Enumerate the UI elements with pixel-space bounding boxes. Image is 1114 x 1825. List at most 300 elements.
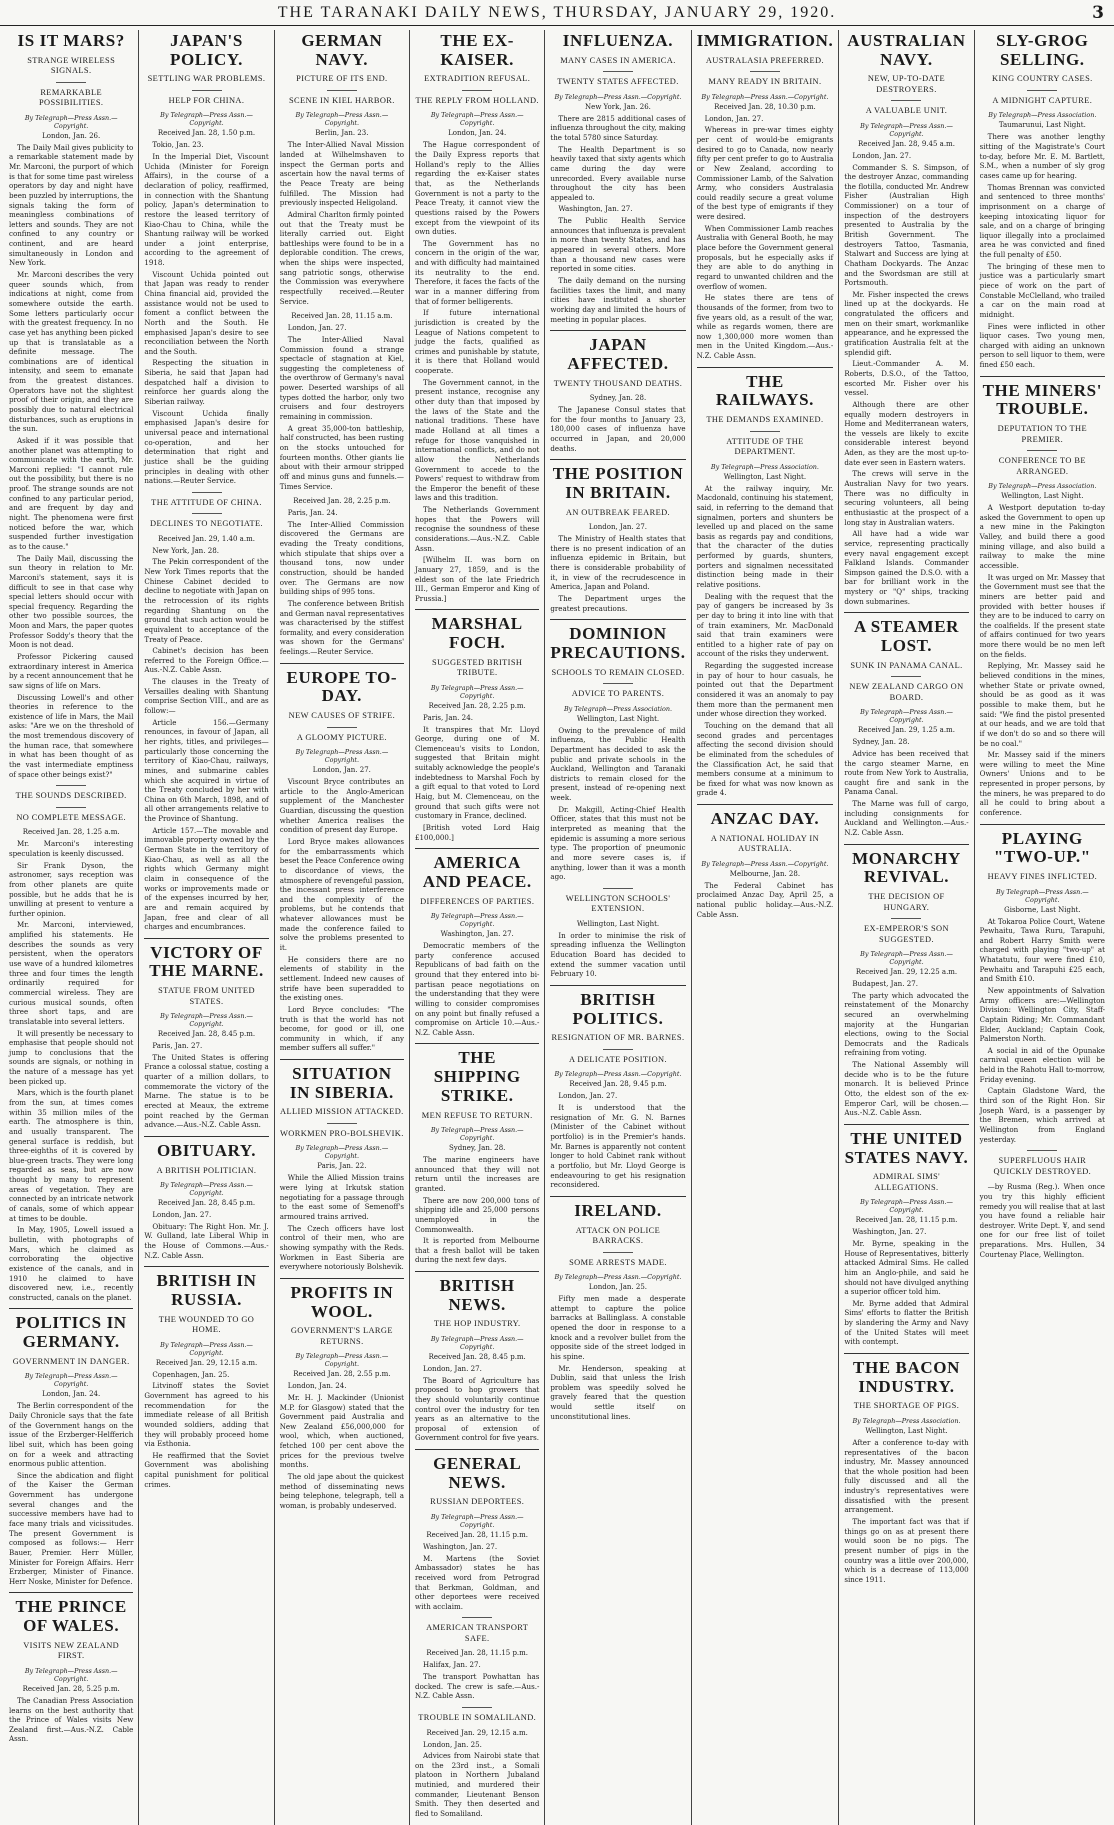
article-paragraph: The transport Powhattan has docked. The crew is safe.—Aus.-N.Z. Cable Assn. <box>415 1672 540 1701</box>
article-headline: POLITICS IN GERMANY. <box>15 1313 127 1352</box>
article-paragraph: The party which advocated the reinstatement of the Monarchy secured an overwhelming majority at the Hungarian elections, owing to the Social Democrats and the Radicals refraining from voting. <box>844 990 969 1058</box>
section-rule <box>550 619 685 620</box>
article-dateline: Taumarunui, Last Night. <box>998 121 1086 130</box>
article <box>550 985 685 1190</box>
article-subheadline: SCHOOLS TO REMAIN CLOSED. <box>551 667 685 677</box>
article-subheadline: ALLIED MISSION ATTACKED. <box>280 1107 404 1117</box>
article-byline: By Telegraph—Press Assn.—Copyright. <box>295 1144 389 1161</box>
article-paragraph: There was another lengthy sitting of the Magistrate's Court to-day, before Mr. E. M. Bartlett, S.M., when a number of sly grog cases came up for hearing. <box>979 132 1105 180</box>
article-paragraph: Regarding the suggested increase in pay of hour to hour casuals, he pointed out that the Department considered it was an anomaly to pay them more than the permanent men under whose direction they worked. <box>696 661 834 719</box>
article-paragraph: It was urged on Mr. Massey that the Government must see that the miners are better paid and provided with better houses if they are to be induced to carry on the coalfields. If the present state of affairs continued for two years more there would be no men left on the fields. <box>979 572 1105 659</box>
article-byline: By Telegraph—Press Assn.—Copyright. <box>430 683 524 700</box>
article-headline: THE SHIPPING STRIKE. <box>433 1048 521 1105</box>
article-paragraph: Copenhagen, Jan. 25. <box>152 1369 230 1379</box>
subhead-divider <box>462 90 492 91</box>
article-byline: By Telegraph—Press Assn.—Copyright. <box>430 1126 524 1143</box>
article-byline: By Telegraph—Press Assn.—Copyright. <box>24 1666 118 1683</box>
subhead-divider <box>327 90 357 91</box>
article-dateline: Received Jan. 29, 12.15 a.m. <box>426 1728 528 1737</box>
article <box>844 844 968 1118</box>
article-byline: By Telegraph—Press Association. <box>852 1416 961 1425</box>
subhead-divider <box>327 727 357 728</box>
subhead-divider <box>192 90 222 91</box>
article-subheadline: MEN REFUSE TO RETURN. <box>421 1110 533 1120</box>
article <box>980 32 1105 370</box>
section-rule <box>980 824 1105 825</box>
article-paragraph: The Inter-Allied Naval Mission landed at Wilhelmshaven to inspect the German ports and ascertain how the naval terms of the Peace Treaty are being fulfilled. The Mission had previously inspected Heligoland. <box>279 140 405 208</box>
article <box>144 1266 268 1489</box>
article-paragraph: Mr. Byrne, speaking in the House of Representatives, bitterly attacked Admiral Sims. He called him an Anglo-phile, and said he should not have divulged anything a superior officer told him. <box>844 1238 969 1297</box>
column-8 <box>975 30 1110 1825</box>
article-paragraph: Respecting the situation in Siberia, he said that Japan had despatched half a division to reinforce her guards along the Siberian railway. <box>144 358 269 407</box>
article-paragraph: There are now 200,000 tons of shipping idle and 25,000 persons unemployed in the Commonwealth. <box>415 1195 540 1234</box>
article-byline: By Telegraph—Press Assn.—Copyright. <box>160 1181 253 1198</box>
subhead-divider <box>192 492 222 493</box>
article-byline: By Telegraph—Press Assn.—Copyright. <box>295 748 389 765</box>
article-paragraph: Lord Bryce concludes: "The truth is that the world has not become, for good or ill, one community in which, if any member suffers all suffer." <box>279 1004 405 1053</box>
article-paragraph: It is understood that the resignation of Mr. G. N. Barnes (Minister of the Cabinet without portfolio) is in the Premier's hands. Mr. Barnes is apparently not content longer to hold Cabinet rank without a portfolio, but Mr. Lloyd George is endeavouring to get his resignation reconsidered. <box>550 1103 686 1190</box>
article-paragraph: The Berlin correspondent of the Daily Chronicle says that the fate of the Government hangs on the issue of the Erzberger-Helfferich libel suit, which has been going on for a week and attracting enormous public attention. <box>9 1401 134 1469</box>
article-byline: By Telegraph—Press Assn.—Copyright. <box>860 1198 953 1215</box>
article-paragraph: Viscount Bryce contributes an article to the Anglo-American supplement of the Manchester Guardian, discussing the question whether America realises the condition of present day Europe. <box>279 777 405 835</box>
article-dateline: Wellington, Last Night. <box>576 714 660 723</box>
article-subheadline: THE REPLY FROM HOLLAND. <box>415 95 539 105</box>
article-paragraph: London, Jan. 24. <box>287 1381 347 1391</box>
article <box>697 804 834 919</box>
article-paragraph: Asked if it was possible that another planet was attempting to communicate with the earth, Mr. Marconi replied: "I cannot rule out the possibility, but there is no proof. The strange sounds are not confined to any particular period, and are frequent by day and night. The phenomena were first noticed before the war, which suspended further investigation as to the cause." <box>9 435 134 551</box>
section-rule <box>280 1278 404 1279</box>
article-subheadline: HEAVY FINES INFLICTED. <box>987 872 1098 881</box>
article-paragraph: —by Rusma (Reg.). When once you try this highly efficient remedy you will realise that at last you have found a reliable hair destroyer. Write Dept. ¥, and send one for our free list of toilet preparations. Mrs. Hullen, 34 Courtenay Place, Wellington. <box>979 1182 1105 1259</box>
article <box>550 1196 685 1422</box>
article-paragraph: Thomas Brennan was convicted and sentenced to three months' imprisonment on a charge of keeping intoxicating liquor for sale, and on a charge of bringing liquor illegally into a proclaimed area he was convicted and fined the full penalty of £50. <box>979 182 1105 260</box>
section-rule <box>9 1308 133 1309</box>
section-rule <box>415 1043 539 1044</box>
article-paragraph: Lieut.-Commander A. M. Roberts, D.S.O., of the Tattoo, escorted Mr. Fisher over his vessel. <box>844 359 969 398</box>
article-headline: THE EX-KAISER. <box>440 31 515 69</box>
article-byline: By Telegraph—Press Assn.—Copyright. <box>554 1273 682 1282</box>
section-rule <box>280 663 404 664</box>
section-rule <box>9 1592 133 1593</box>
article-headline: OBITUARY. <box>156 1140 257 1160</box>
article-headline: JAPAN'S POLICY. <box>170 31 244 69</box>
article-paragraph: It will presently be necessary to emphasise that people should not jump to conclusions that the sounds are signals, or nothing in the nature of a message has yet been picked up. <box>9 1028 134 1086</box>
newspaper-columns <box>4 30 1110 1818</box>
article-paragraph: The daily demand on the nursing facilities taxes the limit, and many cities have instituted a shorter working day and limited the hours of meeting in popular places. <box>550 275 686 324</box>
article-paragraph: The Ministry of Health states that there is no present indication of an influenza epidemic in Britain, but there is considerable probability of it, in view of the recrudescence in America, Japan and Poland. <box>550 534 686 592</box>
article-dateline: London, Jan. 26. <box>42 131 101 140</box>
article-headline: INFLUENZA. <box>562 31 674 50</box>
article-dateline: Received Jan. 28, 9.45 a.m. <box>858 139 955 148</box>
article-subheadline: THE HOP INDUSTRY. <box>433 1319 521 1329</box>
article-byline: By Telegraph—Press Assn.—Copyright. <box>295 111 389 128</box>
article <box>415 1449 539 1611</box>
article-headline: SITUATION IN SIBERIA. <box>289 1064 394 1102</box>
article-paragraph: The conference between British and German naval representatives was characterised by the stiffest formality, and every consideration was shown for the Germans' feelings.—Reuter Service. <box>279 598 405 657</box>
article-subheadline: NEW ZEALAND CARGO ON BOARD. <box>849 682 964 702</box>
section-rule <box>415 1271 539 1272</box>
article-paragraph: The Public Health Service announces that influenza is prevalent in more than twenty States, and has appeared in several others. More than a thousand new cases were reported in some cities. <box>550 216 686 274</box>
article-paragraph: Mars, which is the fourth planet from the sun, at times comes within 35 million miles of the earth. The atmosphere is thin, and usually transparent. The general surface is reddish, but three-eighths of it is covered by blue-green tracts. They were long regarded as seas, but are now thought by many to represent areas of vegetation. They are connected by an intricate network of canals, some of which appear at times to be double. <box>9 1088 134 1223</box>
article-byline: By Telegraph—Press Assn.—Copyright. <box>295 1352 389 1369</box>
article-paragraph: Cabinet's decision has been referred to the Foreign Office.—Aus.-N.Z. Cable Assn. <box>144 646 269 675</box>
article-dateline: Received Jan. 28, 11.15 a.m. <box>291 312 393 321</box>
subhead-divider <box>603 1049 633 1050</box>
article-subheadline: CONFERENCE TO BE ARRANGED. <box>998 456 1086 476</box>
article-subheadline: RUSSIAN DEPORTEES. <box>430 1497 525 1507</box>
article <box>9 785 133 1302</box>
article-paragraph: Halifax, Jan. 27. <box>423 1660 481 1670</box>
article-subheadline: TWENTY STATES AFFECTED. <box>557 77 679 87</box>
article-headline: BRITISH POLITICS. <box>572 990 664 1028</box>
article-dateline: Received Jan. 28, 2.25 p.m. <box>293 497 391 506</box>
article-paragraph: Viscount Uchida pointed out that Japan was ready to render China financial aid, provided the assistance would not be used to foment a conflict between the North and the South. He emphasised Japan's desire to see reconciliation between the North and the South. <box>144 269 269 356</box>
column-4 <box>410 30 545 1825</box>
article-dateline: Berlin, Jan. 23. <box>315 129 369 138</box>
article-byline: By Telegraph—Press Assn.—Copyright. <box>24 1372 118 1389</box>
article-byline: By Telegraph—Press Assn.—Copyright. <box>860 708 953 725</box>
article-paragraph: The marine engineers have announced that they will not return until the increases are granted. <box>415 1155 540 1193</box>
article-dateline: Received Jan. 28, 8.45 p.m. <box>157 1030 256 1039</box>
article-subheadline: A DELICATE POSITION. <box>568 1054 667 1064</box>
subhead-divider <box>603 71 633 72</box>
subhead-divider <box>1027 1150 1057 1151</box>
article-paragraph: Paris, Jan. 24. <box>423 712 473 722</box>
article-paragraph: Mr. Byrne added that Admiral Sims' efforts to flatter the British by slandering the Army and Navy of the United States will meet with contempt. <box>844 1298 969 1347</box>
article-paragraph: The Federal Cabinet has proclaimed Anzac Day, April 25, a national public holiday.—Aus.-N.Z. Cable Assn. <box>696 880 834 919</box>
article <box>144 938 268 1130</box>
article-paragraph: After a conference to-day with representatives of the bacon industry, Mr. Massey announced that the whole position had been fully discussed and all the industry's representatives were dissatisfied with the present arrangement. <box>844 1437 969 1515</box>
article-paragraph: The Department urges the greatest precautions. <box>550 593 686 613</box>
article-subheadline: THE SHORTAGE OF PIGS. <box>853 1401 960 1411</box>
article-subheadline: WORKMEN PRO-BOLSHEVIK. <box>279 1128 404 1138</box>
article-paragraph: Democratic members of the party conference accused Republicans of bad faith on the ground that they entered into bi-partisan peace negotiations on the understanding that they were willing to consider compromises on any point but finally refused a compromise on Article 10.—Aus.-N.Z. Cable Assn. <box>415 941 540 1037</box>
subhead-divider <box>56 807 86 808</box>
section-rule <box>144 1266 268 1267</box>
article-subheadline: REMARKABLE POSSIBILITIES. <box>38 87 104 108</box>
article-paragraph: Obituary: The Right Hon. Mr. J. W. Gulland, late Liberal Whip in the House of Commons.—Aus.-N.Z. Cable Assn. <box>144 1221 269 1260</box>
article-headline: PROFITS IN WOOL. <box>290 1282 394 1321</box>
article <box>280 1059 404 1272</box>
article-paragraph: Dealing with the request that the pay of gangers be increased by 3s per day to bring it into line with that of train examiners, Mr. MacDonald said that train examiners were entitled to a higher rate of pay on account of the risks they underwent. <box>696 591 834 659</box>
article-byline: By Telegraph—Press Assn.—Copyright. <box>430 912 524 929</box>
subhead-divider <box>1027 450 1057 451</box>
article-subheadline: ADMIRAL SIMS' ALLEGATIONS. <box>872 1172 941 1192</box>
subhead-divider <box>462 1617 492 1618</box>
article-paragraph: The Government has no concern in the origin of the war, and with difficulty had maintained its neutrality to the end. Therefore, it faces the facts of the war in a manner differing from that of former belligerents. <box>415 238 540 306</box>
article-subheadline: SUGGESTED BRITISH TRIBUTE. <box>432 657 523 678</box>
subhead-divider <box>603 1252 633 1253</box>
article <box>697 32 834 361</box>
article <box>844 32 968 606</box>
article-dateline: London, Jan. 27. <box>588 523 648 532</box>
article-paragraph: Tokio, Jan. 23. <box>152 140 204 150</box>
subhead-divider <box>750 431 780 432</box>
article-paragraph: Mr. Marconi, interviewed, amplified his statements. He describes the sounds as very persistent, when the operators use wave of a hundred kilometres three and four times the length ordinarily required for commercial wireless. They are curious musical sounds, often three short taps, and are translatable into several letters. <box>9 920 134 1026</box>
article-subheadline: TROUBLE IN SOMALILAND. <box>418 1713 537 1722</box>
article-paragraph: The important fact was that if things go on as at present there would soon be no pigs. The present number of pigs in the country was a little over 200,000, which is a decrease of 113,000 since 1911. <box>844 1517 969 1584</box>
article-subheadline: ATTITUDE OF THE DEPARTMENT. <box>726 436 804 457</box>
article-byline: By Telegraph—Press Assn.—Copyright. <box>701 859 829 868</box>
article <box>550 459 685 613</box>
article-headline: THE MINERS' TROUBLE. <box>982 380 1103 419</box>
article-paragraph: The Hague correspondent of the Daily Express reports that Holland's reply to the Allies regarding the ex-Kaiser states that, as the Netherlands Government is not a party to the Peace Treaty, it cannot view the questions raised by the Powers except from the viewpoint of its own duties. <box>415 140 540 237</box>
article-paragraph: The Board of Agriculture has proposed to hop growers that they should voluntarily continue control over the industry for ten years as an alternative to the proposal of extension of Government control for five years. <box>415 1375 540 1443</box>
article-byline: By Telegraph—Press Assn.—Copyright. <box>24 113 118 130</box>
article-dateline: Wellington, Last Night. <box>865 1426 948 1435</box>
article-headline: AMERICA AND PEACE. <box>422 853 532 891</box>
article <box>144 32 268 486</box>
article <box>415 1617 539 1701</box>
article-paragraph: Sir Frank Dyson, the astronomer, says reception was from other planets are quite possible, but he adds that he is unwilling at present to venture a further opinion. <box>9 860 134 918</box>
article-headline: JAPAN AFFECTED. <box>567 335 669 373</box>
article-paragraph: Mr. Fisher inspected the crews lined up at the dockyards. He congratulated the officers and men on their smart, workmanlike appearance, and he expressed the gratification Australia felt at the splendid gift. <box>844 289 969 357</box>
article-paragraph: The old jape about the quickest method of disseminating news being telephone, telegraph, tell a woman, is probably undeserved. <box>279 1472 405 1510</box>
article-subheadline: STATUE FROM UNITED STATES. <box>158 986 255 1006</box>
article-paragraph: A social in aid of the Opunake carnival queen election will be held in the Rahotu Hall to-morrow, Friday evening. <box>979 1045 1105 1084</box>
article <box>550 32 685 324</box>
section-rule <box>697 367 834 368</box>
article-paragraph: London, Jan. 27. <box>852 150 912 160</box>
subhead-divider <box>327 1123 357 1124</box>
article-dateline: Wellington, Last Night. <box>1001 492 1084 501</box>
article-byline: By Telegraph—Press Association. <box>563 704 672 713</box>
article-paragraph: London, Jan. 27. <box>152 1210 212 1220</box>
article-dateline: Received Jan. 28, 1.50 p.m. <box>157 129 256 138</box>
article-paragraph: Article 157.—The movable and immovable property owned by the German State in the territory of Kiao-Chau, as well as all the rights which Germany might claim in consequence of the works or improvements made or of the expenses incurred by her, are and remain acquired by Japan, free and clear of all charges and encumbrances. <box>144 825 269 932</box>
article-byline: By Telegraph—Press Assn.—Copyright. <box>430 111 524 128</box>
article-paragraph: The bringing of these men to justice was a particularly smart piece of work on the part of Constable McClelland, who trailed a car on the main road at midnight. <box>979 261 1105 319</box>
article-subheadline: NO COMPLETE MESSAGE. <box>16 812 126 822</box>
article-dateline: Received Jan. 28, 9.45 p.m. <box>569 1080 667 1089</box>
article-paragraph: Fifty men made a desperate attempt to capture the police barracks at Ballinglass. A constable opened the door in response to a knock and a revolver bullet from the opposite side of the street lodged in his spine. <box>550 1294 686 1361</box>
article-paragraph: Sydney, Jan. 28. <box>852 737 910 747</box>
page-number: 3 <box>1092 3 1104 23</box>
article-paragraph: The Netherlands Government hopes that the Powers will recognise the soundness of these considerations.—Aus.-N.Z. Cable Assn. <box>415 505 540 553</box>
article-paragraph: Washington, Jan. 27. <box>423 1541 498 1551</box>
article-subheadline: GOVERNMENT IN DANGER. <box>12 1356 130 1366</box>
article-paragraph: London, Jan. 25. <box>423 1739 482 1749</box>
article-headline: A STEAMER LOST. <box>853 617 960 656</box>
article-byline: By Telegraph—Press Assn.—Copyright. <box>554 92 682 101</box>
article-subheadline: EX-EMPEROR'S SON SUGGESTED. <box>864 924 949 944</box>
article-headline: GENERAL NEWS. <box>433 1454 522 1492</box>
article <box>415 1707 539 1819</box>
article <box>280 497 404 657</box>
article-paragraph: Paris, Jan. 27. <box>152 1041 203 1051</box>
section-rule <box>144 938 268 939</box>
subhead-divider <box>1027 90 1057 91</box>
column-3 <box>275 30 410 1825</box>
article <box>144 1136 268 1260</box>
article-paragraph: At Tokaroa Police Court, Watene Pewhaitu, Tawa Ruru, Tarapuhi, and Robert Harry Smith were charged with playing "two-up" at Whatatutu, four were fined £10, Pewhaitu and Tarapuhi £25 each, and Smith £10. <box>979 916 1105 984</box>
article-paragraph: Fines were inflicted in other liquor cases. Two young men, charged with aiding an unknown person to sell liquor to them, were fined £50 each. <box>979 321 1105 370</box>
article-subheadline: GOVERNMENT'S LARGE RETURNS. <box>290 1326 393 1346</box>
article-paragraph: Captain Gladstone Ward, the third son of the Right Hon. Sir Joseph Ward, is a passenger by the Bremen, which arrived at Wellington from England yesterday. <box>979 1086 1105 1144</box>
article-subheadline: MANY READY IN BRITAIN. <box>708 77 822 87</box>
article-paragraph: London, Jan. 27. <box>558 1091 618 1101</box>
article-headline: PLAYING "TWO-UP." <box>993 828 1091 867</box>
article-dateline: Paris, Jan. 22. <box>317 1162 367 1171</box>
article-subheadline: THE DECISION OF HUNGARY. <box>868 892 945 912</box>
article-headline: ANZAC DAY. <box>710 809 820 829</box>
section-rule <box>844 612 968 613</box>
masthead <box>0 0 1114 26</box>
section-rule <box>550 330 685 331</box>
article-paragraph: The Daily Mail gives publicity to a remarkable statement made by Mr. Marconi, the purport of which is that for some time past wireless operators by day and night have been puzzled by interruptions, the signals taking the form of meaningless combinations of letters and sounds. They are not confined to any country or continent, and are heard simultaneously in London and New York. <box>9 142 134 268</box>
article-paragraph: A Westport deputation to-day asked the Government to open up a new mine in the Pakington Valley, and build there a good mining village, and also build a railway to make the mine accessible. <box>979 503 1105 570</box>
article-paragraph: He reaffirmed that the Soviet Government was abolishing capital punishment for political crimes. <box>144 1450 269 1489</box>
article <box>844 612 968 837</box>
article-paragraph: London, Jan. 27. <box>704 113 764 123</box>
article-byline: By Telegraph—Press Assn.—Copyright. <box>995 887 1089 904</box>
section-rule <box>550 1196 685 1197</box>
article-headline: THE RAILWAYS. <box>715 371 815 410</box>
article-subheadline: THE SOUNDS DESCRIBED. <box>15 791 127 801</box>
article-paragraph: M. Martens (the Soviet Ambassador) states he has received word from Petrograd that Berkman, Goldman, and other deportees were received with acclaim. <box>415 1553 540 1611</box>
article-byline: By Telegraph—Press Assn.—Copyright. <box>701 92 829 101</box>
article-dateline: London, Jan. 24. <box>448 129 507 138</box>
article-subheadline: SETTLING WAR PROBLEMS. <box>147 74 266 84</box>
article-dateline: Received Jan. 28, 5.25 p.m. <box>22 1684 120 1693</box>
article-paragraph: Professor Pickering caused extraordinary interest in America by a recent announcement that he saw signs of life on Mars. <box>9 652 134 690</box>
article-paragraph: London, Jan. 27. <box>287 323 347 333</box>
article-paragraph: New York, Jan. 28. <box>152 545 220 555</box>
article-dateline: Gisborne, Last Night. <box>1004 905 1081 914</box>
article <box>415 32 539 603</box>
column-7 <box>839 30 974 1825</box>
subhead-divider <box>891 676 921 677</box>
article-dateline: Wellington, Last Night. <box>576 919 660 928</box>
column-6 <box>692 30 840 1825</box>
article-headline: THE PRINCE OF WALES. <box>15 1597 127 1636</box>
article-subheadline: VISITS NEW ZEALAND FIRST. <box>23 1640 120 1661</box>
article-headline: SLY-GROG SELLING. <box>996 31 1089 69</box>
article-byline: By Telegraph—Press Association. <box>988 482 1097 491</box>
article-paragraph: If future international jurisdiction is created by the League of Nations competent to judge the facts, qualified as crimes and punishable by statute, it is there that Holland would cooperate. <box>415 308 540 376</box>
article-subheadline: SCENE IN KIEL HARBOR. <box>288 95 395 105</box>
subhead-divider <box>56 82 86 83</box>
article-paragraph: The Czech officers have lost control of their men, who are showing sympathy with the Reds. Workmen in East Siberia are everywhere notoriously Bolshevik. <box>279 1223 405 1272</box>
article-dateline: Received Jan. 29, 12.15 a.m. <box>155 1358 258 1367</box>
article-paragraph: In May, 1905, Lowell issued a bulletin, with photographs of Mars, which he claimed as corroborating the objective existence of the canals, and in 1910 he claimed to have discovered new, i.e., recently constructed, canals on the planet. <box>9 1225 134 1302</box>
article-paragraph: At the railway inquiry, Mr. Macdonald, continuing his statement, said, in referring to the demand that signalmen, porters and shunters be levelled up and placed on the same basis as regards pay and conditions, that the character of the duties performed by guards, shunters, porters and signalmen necessitated distinction being made in their relative positions. <box>696 483 834 589</box>
article-paragraph: Although there are other equally modern destroyers in Home and Mediterranean waters, the vessels are likely to excite considerable interest beyond Aden, as they are the most up-to-date ever seen in Eastern waters. <box>844 399 969 467</box>
article-dateline: Sydney, Jan. 28. <box>589 394 647 403</box>
article-subheadline: STRANGE WIRELESS SIGNALS. <box>27 55 116 76</box>
article-paragraph: Budapest, Jan. 27. <box>852 979 919 988</box>
article-subheadline: AN OUTBREAK FEARED. <box>565 507 671 517</box>
article-paragraph: The Daily Mail, discussing the sun theory in relation to Mr. Marconi's statement, says it is difficult to see in that case why special letters should occur with special frequency. Regarding the other two possible sources, the Moon and Mars, the paper quotes Professor Soddy's theory that the Moon is not dead. <box>9 553 134 650</box>
article-paragraph: When Commissioner Lamb reaches Australia with General Booth, he may place before the Government general proposals, but he especially asks if they are able to do anything in regard to unwanted children and the overflow of women. <box>696 223 834 291</box>
article-byline: By Telegraph—Press Assn.—Copyright. <box>860 950 953 966</box>
article-headline: GERMAN NAVY. <box>301 31 383 69</box>
article-subheadline: MANY CASES IN AMERICA. <box>560 55 676 65</box>
article-paragraph: The Inter-Allied Commission discovered the Germans are evading the Treaty conditions, which stipulate that ships over a thousand tons, now under construction, should be handed over. The Germans are now building ships of 995 tons. <box>279 519 405 597</box>
subhead-divider <box>891 100 921 101</box>
article-paragraph: Litvinoff states the Soviet Government has agreed to his recommendation for the immediate release of all British wounded soldiers, adding that they will probably proceed home via Esthonia. <box>144 1381 269 1449</box>
section-rule <box>415 848 539 849</box>
section-rule <box>144 1136 268 1137</box>
article <box>550 619 685 882</box>
article-paragraph: Lord Bryce makes allowances for the embarrassments which beset the Peace Conference owing to discordance of views, the atmosphere of revengeful passion, the incessant press interference and the complexity of the problems, but he contends that whatever allowances must be made the conference failed to solve the problems presented to it. <box>279 836 405 953</box>
article <box>9 1308 133 1586</box>
article-subheadline: THE WOUNDED TO GO HOME. <box>158 1314 255 1335</box>
article-subheadline: A GLOOMY PICTURE. <box>296 732 387 742</box>
article <box>415 1043 539 1265</box>
column-2 <box>139 30 274 1825</box>
article-paragraph: Mr. Marconi's interesting speculation is keenly discussed. <box>9 839 134 858</box>
article-paragraph: The crews will serve in the Australian Navy for two years. There was no difficulty in securing volunteers, all being enthusiastic at the prospect of a long stay in Australian waters. <box>844 469 969 527</box>
subhead-divider <box>603 683 633 684</box>
article-headline: BRITISH NEWS. <box>439 1276 515 1314</box>
article-paragraph: In order to minimise the risk of spreading influenza the Wellington Education Board has decided to extend the summer vacation until February 10. <box>550 930 686 979</box>
article-byline: By Telegraph—Press Association. <box>988 111 1097 120</box>
newspaper-title: THE TARANAKI DAILY NEWS, THURSDAY, JANUARY 29, 1920. <box>277 3 837 21</box>
article-paragraph: [British voted Lord Haig £100,000.] <box>415 822 540 842</box>
article-byline: By Telegraph—Press Assn.—Copyright. <box>160 1340 253 1357</box>
section-rule <box>550 985 685 986</box>
article-byline: By Telegraph—Press Assn.—Copyright. <box>860 121 953 138</box>
article-headline: MONARCHY REVIVAL. <box>852 848 961 887</box>
article-paragraph: London, Jan. 27. <box>423 1363 482 1373</box>
article-subheadline: PICTURE OF ITS END. <box>296 74 388 84</box>
article-paragraph: It is reported from Melbourne that a fresh ballot will be taken during the next few days. <box>415 1236 540 1265</box>
subhead-divider <box>56 785 86 786</box>
article-subheadline: A NATIONAL HOLIDAY IN AUSTRALIA. <box>710 833 820 854</box>
article-paragraph: There are 2815 additional cases of influenza throughout the city, making the total 5780 since Saturday. <box>550 113 686 142</box>
article-dateline: Received Jan. 28, 11.15 p.m. <box>855 1216 958 1225</box>
article <box>280 32 404 306</box>
article-paragraph: Mr. H. J. Mackinder (Unionist M.P. for Glasgow) stated that the Government paid Australia and New Zealand £56,000,000 for wool, which, when auctioned, fetched 100 per cent above the prices for the previous twelve months. <box>279 1392 405 1470</box>
article <box>415 848 539 1037</box>
article <box>415 1271 539 1443</box>
article-dateline: Received Jan. 28, 2.25 p.m. <box>428 701 526 710</box>
article-subheadline: NEW, UP-TO-DATE DESTROYERS. <box>867 74 946 94</box>
article <box>844 1124 968 1347</box>
article-subheadline: ADVICE TO PARENTS. <box>571 689 665 699</box>
article-dateline: Received Jan. 28, 11.15 p.m. <box>426 1649 529 1658</box>
article <box>415 609 539 842</box>
article <box>280 1278 404 1511</box>
article <box>980 1150 1105 1259</box>
article <box>980 376 1105 818</box>
article <box>980 824 1105 1145</box>
article <box>9 1592 133 1744</box>
article-subheadline: ATTACK ON POLICE BARRACKS. <box>575 1225 661 1246</box>
article-dateline: Received Jan. 28, 1.25 a.m. <box>22 828 120 837</box>
article-subheadline: DIFFERENCES OF PARTIES. <box>420 896 535 906</box>
article-paragraph: While the Allied Mission trains were lying at Irkutsk station negotiating for a passage through to the east some of Semenoff's armoured trains arrived. <box>279 1173 405 1222</box>
subhead-divider <box>462 1707 492 1708</box>
article-headline: AUSTRALIAN NAVY. <box>847 31 966 69</box>
section-rule <box>844 844 968 845</box>
section-rule <box>415 1449 539 1450</box>
article-subheadline: DEPUTATION TO THE PREMIER. <box>997 424 1088 444</box>
article-subheadline: EXTRADITION REFUSAL. <box>424 74 531 84</box>
article-paragraph: Commander S. S. Simpson, of the destroyer Anzac, commanding the flotilla, conducted Mr. Andrew Fisher (Australian High Commissioner) on a tour of inspection of the destroyers presented to Australia by the British Government. The destroyers Tattoo, Tasmania, Stalwart and Success are lying at Chatham Dockyards. The Anzac and the Swordsman are still at Portsmouth. <box>844 162 969 288</box>
article-byline: By Telegraph—Press Assn.—Copyright. <box>430 1512 524 1529</box>
article-paragraph: Since the abdication and flight of the Kaiser the German Government has undergone several changes and the successive members have had to face many trials and vicissitudes. The present Government is composed as follows:— Herr Bauer, Premier. Herr Müller, Minister for Foreign Affairs. Herr Erzberger, Minister of Finance. Herr Noske, Minister for Defence. <box>9 1470 134 1586</box>
article-headline: IRELAND. <box>574 1200 662 1220</box>
article-subheadline: AMERICAN TRANSPORT SAFE. <box>426 1623 529 1643</box>
article-headline: VICTORY OF THE MARNE. <box>149 942 264 981</box>
article-subheadline: DECLINES TO NEGOTIATE. <box>150 519 263 529</box>
article-paragraph: Washington, Jan. 27. <box>852 1227 927 1237</box>
article-paragraph: The United States is offering France a colossal statue, costing a quarter of a million dollars, to commemorate the victory of the Marne. The statue is to be erected at Meaux, the extreme point reached by the German advance.—Aus.-N.Z. Cable Assn. <box>144 1052 269 1130</box>
article-paragraph: The Canadian Press Association learns on the best authority that the Prince of Wales visits New Zealand first.—Aus.-N.Z. Cable Assn. <box>9 1695 134 1744</box>
section-rule <box>550 459 685 460</box>
